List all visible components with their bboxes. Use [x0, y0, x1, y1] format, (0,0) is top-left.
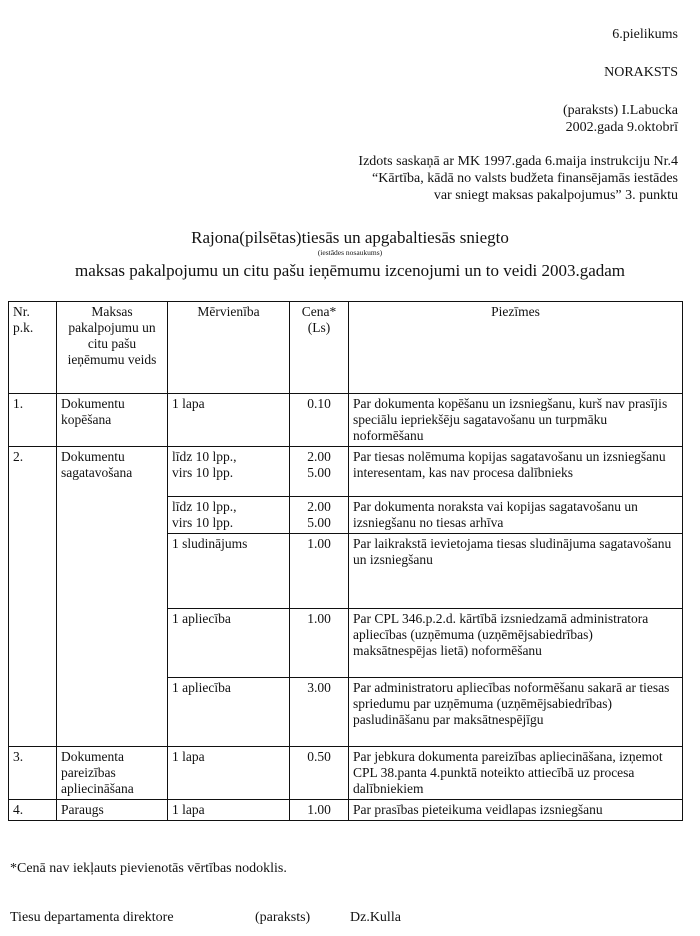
- price-line: 2.00: [307, 499, 331, 514]
- issued-line: var sniegt maksas pakalpojumus” 3. punktu: [433, 188, 678, 203]
- table-row: [9, 747, 683, 800]
- table-row: [9, 447, 683, 497]
- row-note: Par CPL 346.p.2.d. kārtībā izsniedzamā administratora apliecības (uzņēmuma (uzņēmējsabiedrības) maksātnespējas lietā) noformēšanu: [349, 609, 683, 678]
- row-nr: 3.: [9, 747, 57, 800]
- row-service: Dokumentu kopēšana: [57, 394, 168, 447]
- document-title-line2: maksas pakalpojumu un citu pašu ieņēmumu izcenojumi un to veidi 2003.gadam: [74, 261, 626, 280]
- header-unit: Mērvienība: [168, 302, 290, 394]
- row-unit: [168, 497, 290, 534]
- header-service: Maksas pakalpojumu un citu pašu ieņēmumu veids: [57, 302, 168, 394]
- row-unit: 1 lapa: [168, 394, 290, 447]
- row-price: 3.00: [290, 678, 349, 747]
- approval-signature: (paraksts) I.Labucka: [562, 103, 678, 118]
- price-line: 5.00: [307, 515, 331, 530]
- unit-line: virs 10 lpp.: [172, 465, 234, 480]
- row-note: Par dokumenta noraksta vai kopijas sagatavošanu un izsniegšanu no tiesas arhīva: [349, 497, 683, 534]
- header-nr: Nr. p.k.: [9, 302, 57, 394]
- unit-line: virs 10 lpp.: [172, 515, 234, 530]
- document-title-line1: Rajona(pilsētas)tiesās un apgabaltiesās sniegto: [191, 228, 509, 247]
- row-unit: [168, 447, 290, 497]
- row-service: Dokumenta pareizības apliecināšana: [57, 747, 168, 800]
- approval-date: 2002.gada 9.oktobrī: [565, 120, 678, 135]
- row-unit: 1 apliecība: [168, 678, 290, 747]
- row-price: 0.50: [290, 747, 349, 800]
- issued-basis: [358, 153, 678, 204]
- annex-label: 6.pielikums: [612, 27, 678, 42]
- signoff-position: Tiesu departamenta direktore: [10, 910, 174, 925]
- price-line: 5.00: [307, 465, 331, 480]
- row-note: Par laikrakstā ievietojama tiesas sludinājuma sagatavošanu un izsniegšanu: [349, 534, 683, 609]
- row-note: Par tiesas nolēmuma kopijas sagatavošanu un izsniegšanu interesentam, kas nav procesa dalībnieks: [349, 447, 683, 497]
- row-price: 1.00: [290, 800, 349, 821]
- table-row: [9, 394, 683, 447]
- header-notes: Piezīmes: [349, 302, 683, 394]
- issued-line: Izdots saskaņā ar MK 1997.gada 6.maija instrukciju Nr.4: [358, 154, 678, 169]
- unit-line: līdz 10 lpp.,: [172, 499, 237, 514]
- row-note: Par jebkura dokumenta pareizības apliecināšana, izņemot CPL 38.panta 4.punktā noteikto attiecībā uz procesa dalībniekiem: [349, 747, 683, 800]
- unit-line: līdz 10 lpp.,: [172, 449, 237, 464]
- issued-line: “Kārtība, kādā no valsts budžeta finansējamās iestādes: [372, 171, 678, 186]
- approval-block: [563, 102, 678, 136]
- row-service: Paraugs: [57, 800, 168, 821]
- table-row: [9, 800, 683, 821]
- row-unit: 1 lapa: [168, 800, 290, 821]
- row-price: [290, 447, 349, 497]
- signoff-signature: (paraksts): [255, 910, 311, 925]
- row-nr: 4.: [9, 800, 57, 821]
- row-note: Par dokumenta kopēšanu un izsniegšanu, kurš nav prasījis speciālu iepriekšēju sagatavošanu un turpmāku noformēšanu: [349, 394, 683, 447]
- vat-footnote: *Cenā nav iekļauts pievienotās vērtības nodoklis.: [10, 861, 287, 876]
- header-price: Cena* (Ls): [290, 302, 349, 394]
- row-note: Par prasības pieteikuma veidlapas izsniegšanu: [349, 800, 683, 821]
- row-price: 1.00: [290, 609, 349, 678]
- row-price: [290, 497, 349, 534]
- row-nr: 2.: [9, 447, 57, 747]
- row-nr: 1.: [9, 394, 57, 447]
- institution-note: (iestādes nosaukums): [317, 248, 383, 257]
- table-header-row: [9, 302, 683, 394]
- row-service: Dokumentu sagatavošana: [57, 447, 168, 747]
- price-line: 2.00: [307, 449, 331, 464]
- row-note: Par administratoru apliecības noformēšanu sakarā ar tiesas spriedumu par uzņēmuma (uzņēmējsabiedrības) pasludināšanu par maksātnespējīgu: [349, 678, 683, 747]
- copy-mark: NORAKSTS: [604, 65, 678, 80]
- row-unit: 1 apliecība: [168, 609, 290, 678]
- row-price: 0.10: [290, 394, 349, 447]
- row-price: 1.00: [290, 534, 349, 609]
- signoff-name: Dz.Kulla: [350, 910, 401, 925]
- row-unit: 1 lapa: [168, 747, 290, 800]
- price-table: [8, 301, 683, 821]
- row-unit: 1 sludinājums: [168, 534, 290, 609]
